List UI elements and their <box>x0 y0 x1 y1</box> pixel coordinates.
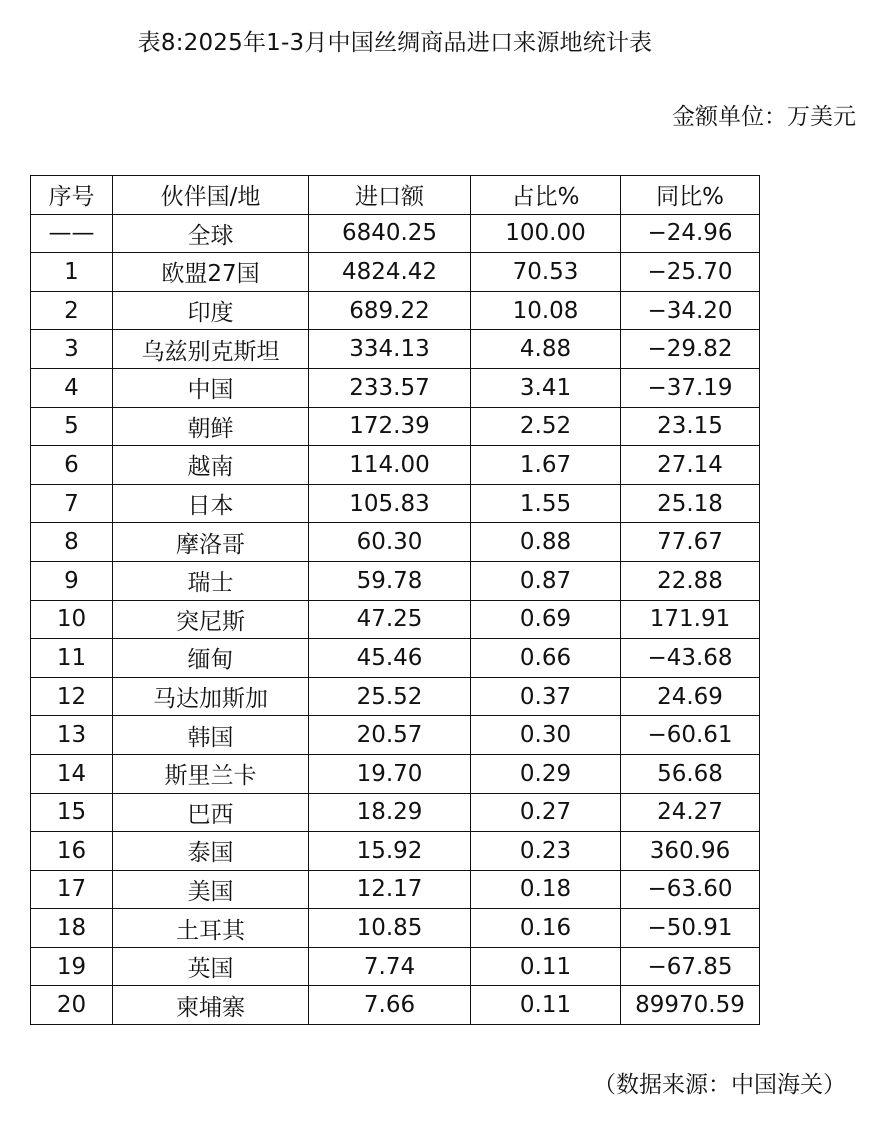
yoy-cell: −24.96 <box>621 214 760 253</box>
share-cell: 0.18 <box>471 870 621 909</box>
table-row <box>31 639 760 678</box>
rank-cell: 13 <box>31 716 113 755</box>
partner-cell: 巴西 <box>113 793 309 832</box>
share-cell: 10.08 <box>471 291 621 330</box>
share-cell: 70.53 <box>471 253 621 292</box>
table-row <box>31 561 760 600</box>
partner-cell: 土耳其 <box>113 909 309 948</box>
partner-cell: 朝鲜 <box>113 407 309 446</box>
yoy-cell: 171.91 <box>621 600 760 639</box>
header-rank: 序号 <box>31 176 113 215</box>
import-value-cell: 4824.42 <box>309 253 471 292</box>
share-cell: 0.88 <box>471 523 621 562</box>
import-value-cell: 233.57 <box>309 368 471 407</box>
table-row <box>31 716 760 755</box>
yoy-cell: −50.91 <box>621 909 760 948</box>
yoy-cell: −67.85 <box>621 947 760 986</box>
yoy-cell: 89970.59 <box>621 986 760 1025</box>
share-cell: 0.23 <box>471 832 621 871</box>
share-cell: 1.67 <box>471 446 621 485</box>
import-value-cell: 18.29 <box>309 793 471 832</box>
share-cell: 0.16 <box>471 909 621 948</box>
rank-cell: 20 <box>31 986 113 1025</box>
import-value-cell: 47.25 <box>309 600 471 639</box>
import-value-cell: 15.92 <box>309 832 471 871</box>
rank-cell: —— <box>31 214 113 253</box>
import-value-cell: 25.52 <box>309 677 471 716</box>
table-row <box>31 870 760 909</box>
currency-unit-note: 金额单位：万美元 <box>672 104 856 130</box>
partner-cell: 突尼斯 <box>113 600 309 639</box>
table-row <box>31 754 760 793</box>
import-value-cell: 45.46 <box>309 639 471 678</box>
rank-cell: 16 <box>31 832 113 871</box>
share-cell: 4.88 <box>471 330 621 369</box>
table-row <box>31 484 760 523</box>
header-import-value: 进口额 <box>309 176 471 215</box>
import-value-cell: 172.39 <box>309 407 471 446</box>
yoy-cell: −34.20 <box>621 291 760 330</box>
import-value-cell: 59.78 <box>309 561 471 600</box>
table-row <box>31 947 760 986</box>
partner-cell: 印度 <box>113 291 309 330</box>
yoy-cell: 22.88 <box>621 561 760 600</box>
import-value-cell: 114.00 <box>309 446 471 485</box>
table-row <box>31 523 760 562</box>
share-cell: 3.41 <box>471 368 621 407</box>
import-value-cell: 105.83 <box>309 484 471 523</box>
rank-cell: 7 <box>31 484 113 523</box>
yoy-cell: 27.14 <box>621 446 760 485</box>
partner-cell: 英国 <box>113 947 309 986</box>
rank-cell: 14 <box>31 754 113 793</box>
partner-cell: 乌兹别克斯坦 <box>113 330 309 369</box>
yoy-cell: 24.69 <box>621 677 760 716</box>
yoy-cell: 23.15 <box>621 407 760 446</box>
table-row <box>31 600 760 639</box>
partner-cell: 越南 <box>113 446 309 485</box>
yoy-cell: −37.19 <box>621 368 760 407</box>
rank-cell: 17 <box>31 870 113 909</box>
share-cell: 1.55 <box>471 484 621 523</box>
share-cell: 0.27 <box>471 793 621 832</box>
share-cell: 0.11 <box>471 986 621 1025</box>
import-value-cell: 6840.25 <box>309 214 471 253</box>
rank-cell: 5 <box>31 407 113 446</box>
yoy-cell: 56.68 <box>621 754 760 793</box>
import-value-cell: 689.22 <box>309 291 471 330</box>
table-header-row <box>31 176 760 215</box>
table-row <box>31 214 760 253</box>
table-row <box>31 986 760 1025</box>
share-cell: 0.37 <box>471 677 621 716</box>
rank-cell: 8 <box>31 523 113 562</box>
yoy-cell: −60.61 <box>621 716 760 755</box>
header-yoy: 同比% <box>621 176 760 215</box>
rank-cell: 1 <box>31 253 113 292</box>
rank-cell: 9 <box>31 561 113 600</box>
table-row <box>31 832 760 871</box>
table-body <box>31 214 760 1024</box>
yoy-cell: −43.68 <box>621 639 760 678</box>
yoy-cell: −25.70 <box>621 253 760 292</box>
table-row <box>31 446 760 485</box>
table-row <box>31 291 760 330</box>
rank-cell: 12 <box>31 677 113 716</box>
rank-cell: 2 <box>31 291 113 330</box>
partner-cell: 中国 <box>113 368 309 407</box>
partner-cell: 全球 <box>113 214 309 253</box>
import-value-cell: 7.66 <box>309 986 471 1025</box>
yoy-cell: −29.82 <box>621 330 760 369</box>
rank-cell: 3 <box>31 330 113 369</box>
partner-cell: 韩国 <box>113 716 309 755</box>
table-row <box>31 677 760 716</box>
share-cell: 0.11 <box>471 947 621 986</box>
page-title: 表8:2025年1-3月中国丝绸商品进口来源地统计表 <box>137 30 653 56</box>
share-cell: 2.52 <box>471 407 621 446</box>
yoy-cell: 77.67 <box>621 523 760 562</box>
import-value-cell: 334.13 <box>309 330 471 369</box>
share-cell: 0.87 <box>471 561 621 600</box>
import-value-cell: 12.17 <box>309 870 471 909</box>
table-row <box>31 330 760 369</box>
yoy-cell: 24.27 <box>621 793 760 832</box>
rank-cell: 11 <box>31 639 113 678</box>
partner-cell: 泰国 <box>113 832 309 871</box>
yoy-cell: 360.96 <box>621 832 760 871</box>
partner-cell: 欧盟27国 <box>113 253 309 292</box>
share-cell: 0.29 <box>471 754 621 793</box>
yoy-cell: 25.18 <box>621 484 760 523</box>
partner-cell: 摩洛哥 <box>113 523 309 562</box>
rank-cell: 15 <box>31 793 113 832</box>
share-cell: 0.66 <box>471 639 621 678</box>
partner-cell: 马达加斯加 <box>113 677 309 716</box>
import-source-table <box>30 175 760 1025</box>
partner-cell: 柬埔寨 <box>113 986 309 1025</box>
data-source-note: （数据来源：中国海关） <box>593 1072 846 1098</box>
rank-cell: 18 <box>31 909 113 948</box>
rank-cell: 6 <box>31 446 113 485</box>
partner-cell: 美国 <box>113 870 309 909</box>
import-value-cell: 7.74 <box>309 947 471 986</box>
import-value-cell: 10.85 <box>309 909 471 948</box>
rank-cell: 4 <box>31 368 113 407</box>
partner-cell: 瑞士 <box>113 561 309 600</box>
partner-cell: 日本 <box>113 484 309 523</box>
yoy-cell: −63.60 <box>621 870 760 909</box>
rank-cell: 19 <box>31 947 113 986</box>
share-cell: 0.30 <box>471 716 621 755</box>
partner-cell: 斯里兰卡 <box>113 754 309 793</box>
table-row <box>31 407 760 446</box>
table-row <box>31 793 760 832</box>
header-partner: 伙伴国/地 <box>113 176 309 215</box>
import-value-cell: 19.70 <box>309 754 471 793</box>
import-value-cell: 60.30 <box>309 523 471 562</box>
header-share: 占比% <box>471 176 621 215</box>
import-value-cell: 20.57 <box>309 716 471 755</box>
partner-cell: 缅甸 <box>113 639 309 678</box>
share-cell: 0.69 <box>471 600 621 639</box>
table-row <box>31 909 760 948</box>
table-row <box>31 368 760 407</box>
share-cell: 100.00 <box>471 214 621 253</box>
rank-cell: 10 <box>31 600 113 639</box>
table-row <box>31 253 760 292</box>
